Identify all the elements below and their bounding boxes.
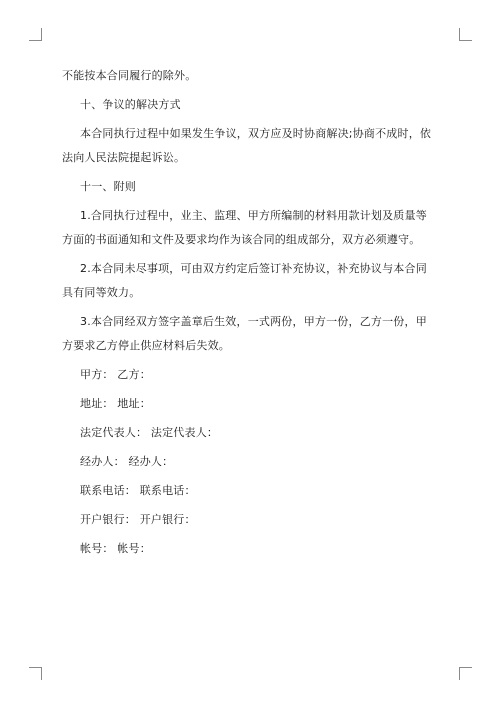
signature-line-party: 甲方： 乙方： [80,368,151,381]
signature-block [62,363,438,561]
signature-line-bank: 开户银行： 开户银行： [80,513,196,526]
section-heading-dispute-resolution: 十、争议的解决方式 [80,98,181,111]
crop-mark-top-left [29,28,42,41]
signature-line-handler: 经办人： 经办人： [80,455,174,468]
paragraph-clause-2: 2.本合同未尽事项，可由双方约定后签订补充协议，补充协议与本合同具有同等效力。 [62,262,427,299]
paragraph-dispute-clause: 本合同执行过程中如果发生争议，双方应及时协商解决;协商不成时，依法向人民法院提起诉讼。 [62,127,432,164]
signature-line-legal-rep: 法定代表人： 法定代表人： [80,426,219,439]
crop-mark-bottom-left [29,667,42,680]
signature-line-account: 帐号： 帐号： [80,542,151,555]
paragraph-continuation: 不能按本合同履行的除外。 [62,69,197,82]
paragraph-clause-1: 1.合同执行过程中，业主、监理、甲方所编制的材料用款计划及质量等方面的书面通知和文件及要求均作为该合同的组成部分，双方必须遵守。 [62,209,427,246]
signature-line-phone: 联系电话： 联系电话： [80,484,196,497]
signature-line-address: 地址： 地址： [80,397,151,410]
section-heading-supplementary: 十一、附则 [80,180,136,193]
crop-mark-bottom-right [459,667,472,680]
crop-mark-top-right [459,28,472,41]
document-body [62,64,438,561]
paragraph-clause-3: 3.本合同经双方签字盖章后生效，一式两份，甲方一份，乙方一份，甲方要求乙方停止供应材料后失效。 [62,315,427,352]
